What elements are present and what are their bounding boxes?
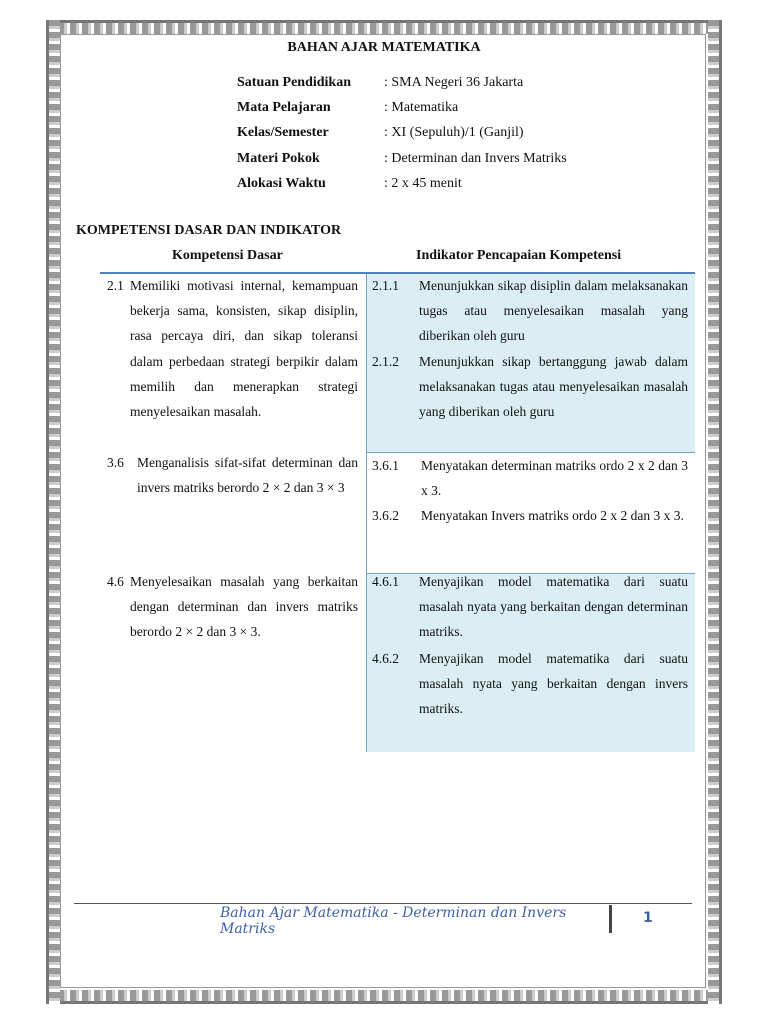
kd-number: 4.6 bbox=[107, 574, 124, 589]
kd-text: Menganalisis sifat-sifat determinan dan invers matriks berordo 2 × 2 dan 3 × 3 bbox=[137, 455, 358, 496]
meta-value: : XI (Sepuluh)/1 (Ganjil) bbox=[384, 125, 524, 141]
section-heading: KOMPETENSI DASAR DAN INDIKATOR bbox=[76, 223, 342, 238]
indicator-item bbox=[372, 503, 688, 528]
meta-row bbox=[237, 171, 567, 196]
decorative-border-bottom bbox=[46, 990, 722, 1004]
kd-number: 2.1 bbox=[107, 278, 124, 293]
meta-row bbox=[237, 146, 567, 171]
footer-rule bbox=[74, 903, 692, 904]
indicator-item bbox=[372, 646, 688, 722]
indicator-text: Menyatakan determinan matriks ordo 2 x 2 dan 3 x 3. bbox=[421, 458, 688, 499]
page-title: BAHAN AJAR MATEMATIKA bbox=[287, 40, 481, 55]
meta-label: Materi Pokok bbox=[237, 150, 320, 166]
indicator-item bbox=[372, 453, 688, 503]
decorative-border-left bbox=[46, 20, 60, 1004]
meta-label: Alokasi Waktu bbox=[237, 175, 326, 191]
document-meta bbox=[237, 70, 567, 196]
meta-value: : Matematika bbox=[384, 99, 459, 115]
indicator-item bbox=[372, 569, 688, 645]
indicator-number: 4.6.2 bbox=[372, 651, 399, 666]
table-divider bbox=[366, 274, 367, 752]
meta-row bbox=[237, 70, 567, 95]
meta-row bbox=[237, 121, 567, 146]
decorative-border-right bbox=[708, 20, 722, 1004]
meta-label: Mata Pelajaran bbox=[237, 99, 331, 115]
column-header-indikator: Indikator Pencapaian Kompetensi bbox=[416, 248, 622, 263]
indicator-number: 3.6.1 bbox=[372, 458, 399, 473]
indicator-text: Menyatakan Invers matriks ordo 2 x 2 dan 3 x 3. bbox=[421, 508, 684, 523]
indicator-number: 2.1.2 bbox=[372, 354, 399, 369]
kd-text: Memiliki motivasi internal, kemampuan bekerja sama, konsisten, sikap disiplin, rasa percaya diri, dan sikap toleransi dalam perbedaan strategi berpikir dalam memilih dan menerapkan strategi menyelesaikan masalah. bbox=[130, 278, 358, 420]
meta-label: Satuan Pendidikan bbox=[237, 74, 351, 90]
meta-label: Kelas/Semester bbox=[237, 125, 329, 141]
indicator-number: 3.6.2 bbox=[372, 508, 399, 523]
indicator-text: Menunjukkan sikap bertanggung jawab dalam melaksanakan tugas atau menyelesaikan masalah yang diberikan oleh guru bbox=[419, 354, 688, 420]
kd-text: Menyelesaikan masalah yang berkaitan dengan determinan dan invers matriks berordo 2 × 2 dan 3 × 3. bbox=[130, 574, 358, 640]
meta-value: : SMA Negeri 36 Jakarta bbox=[384, 74, 524, 90]
meta-row bbox=[237, 95, 567, 120]
page-number: 1 bbox=[643, 910, 653, 926]
indicator-text: Menyajikan model matematika dari suatu masalah nyata yang berkaitan dengan determinan matriks. bbox=[419, 574, 688, 640]
indicator-item bbox=[372, 273, 688, 349]
indicator-text: Menyajikan model matematika dari suatu masalah nyata yang berkaitan dengan invers matriks. bbox=[419, 651, 688, 717]
decorative-border-top bbox=[46, 20, 722, 34]
footer-title: Bahan Ajar Matematika - Determinan dan Invers Matriks bbox=[220, 905, 567, 937]
kd-item bbox=[107, 450, 358, 500]
indicator-number: 4.6.1 bbox=[372, 574, 399, 589]
column-header-kompetensi: Kompetensi Dasar bbox=[172, 248, 283, 263]
kd-item bbox=[107, 569, 358, 645]
kd-item bbox=[107, 273, 358, 424]
indicator-number: 2.1.1 bbox=[372, 278, 399, 293]
meta-value: : 2 x 45 menit bbox=[384, 175, 462, 191]
indicator-item bbox=[372, 349, 688, 425]
meta-value: : Determinan dan Invers Matriks bbox=[384, 150, 567, 166]
footer-separator bbox=[609, 905, 612, 933]
kd-number: 3.6 bbox=[107, 455, 124, 470]
indicator-text: Menunjukkan sikap disiplin dalam melaksanakan tugas atau menyelesaikan masalah yang diberikan oleh guru bbox=[419, 278, 688, 344]
